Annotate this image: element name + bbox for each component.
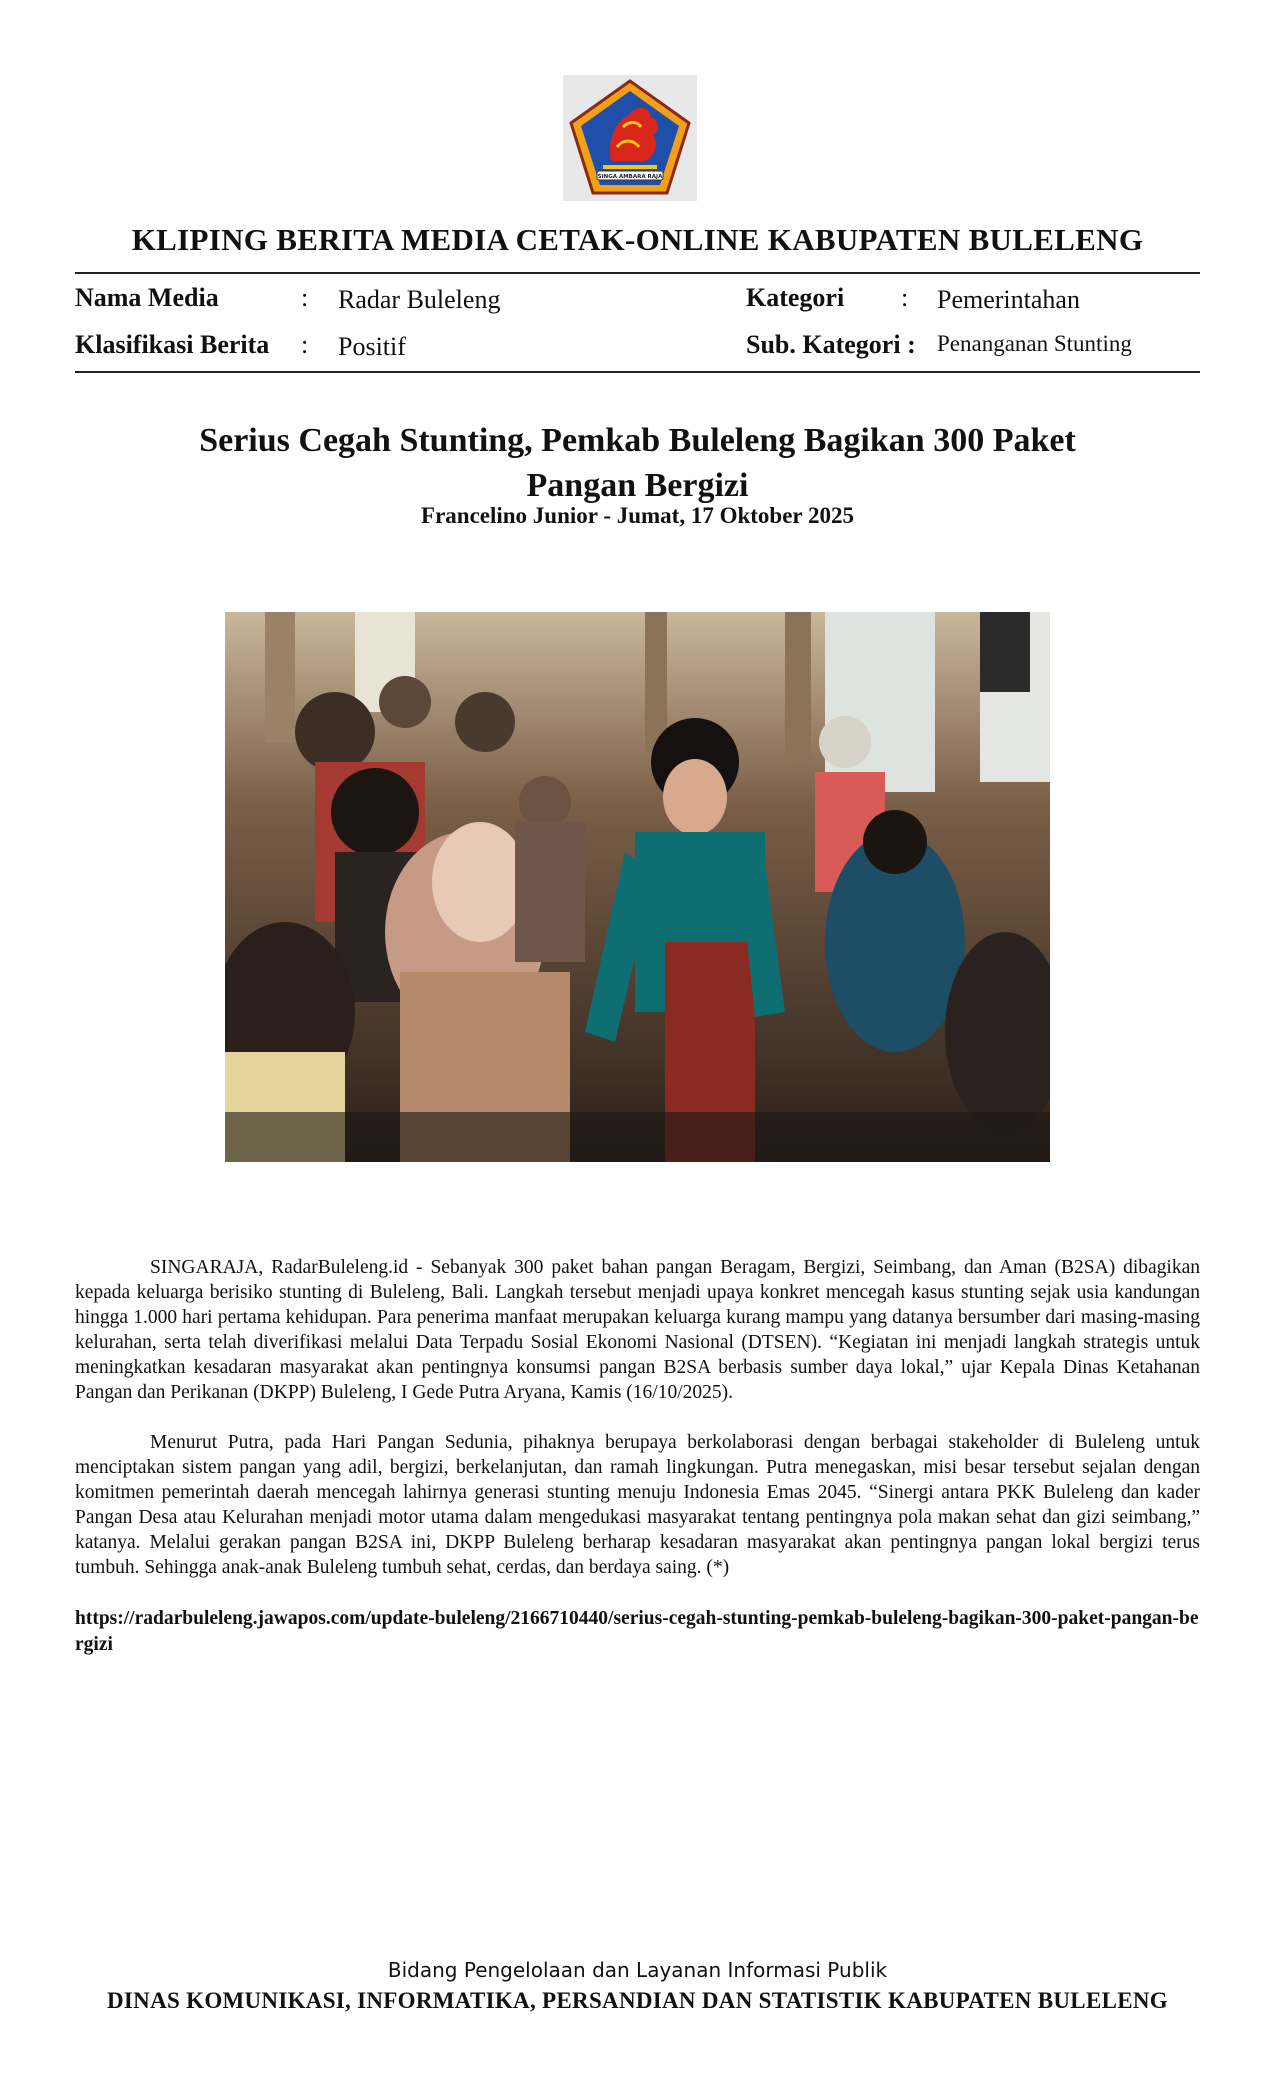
article-paragraph-2 [75, 1430, 1200, 1580]
singa-ambara-raja-emblem-icon [563, 75, 697, 201]
media-separator: : [301, 283, 309, 312]
klasifikasi-value: Positif [338, 332, 406, 361]
subkategori-value: Penanganan Stunting [937, 331, 1132, 356]
article-byline: Francelino Junior - Jumat, 17 Oktober 2025 [421, 503, 854, 528]
kategori-separator: : [901, 283, 909, 312]
media-value: Radar Buleleng [338, 285, 501, 314]
klasifikasi-separator: : [301, 330, 309, 359]
klasifikasi-label: Klasifikasi Berita [75, 330, 270, 359]
kategori-value: Pemerintahan [937, 285, 1080, 314]
article-paragraph-1 [75, 1255, 1200, 1405]
clipping-title: KLIPING BERITA MEDIA CETAK-ONLINE KABUPATEN BULELENG [131, 222, 1144, 257]
emblem-text: SINGA AMBARA RAJA [597, 174, 663, 180]
source-link[interactable]: https://radarbuleleng.jawapos.com/update-buleleng/2166710440/serius-cegah-stunting-pemkab-buleleng-bagikan-300-paket-pangan-bergizi [75, 1608, 1199, 1655]
news-photo-icon [225, 612, 1050, 1162]
headline-line-1: Serius Cegah Stunting, Pemkab Buleleng Bagikan 300 Paket [199, 422, 1076, 459]
paragraph-1-text: SINGARAJA, RadarBuleleng.id - Sebanyak 300 paket bahan pangan Beragam, Bergizi, Seimbang, dan Aman (B2SA) dibagikan kepada keluarga berisiko stunting di Buleleng, Bali. Langkah tersebut menjadi upaya konkret mencegah kasus stunting sejak usia kandungan hingga 1.000 hari pertama kehidupan. Para penerima manfaat merupakan keluarga kurang mampu yang datanya bersumber dari masing-masing kelurahan, serta telah diverifikasi melalui Data Terpadu Sosial Ekonomi Nasional (DTSEN). “Kegiatan ini menjadi langkah strategis untuk meningkatkan kesadaran masyarakat akan pentingnya konsumsi pangan B2SA berbasis sumber daya lokal,” ujar Kepala Dinas Ketahanan Pangan dan Perikanan (DKPP) Buleleng, I Gede Putra Aryana, Kamis (16/10/2025). [75, 1257, 1200, 1403]
media-label: Nama Media [75, 283, 219, 312]
subkategori-label: Sub. Kategori : [746, 330, 916, 359]
footer-department: Bidang Pengelolaan dan Layanan Informasi Publik [387, 1958, 888, 1982]
divider-top [75, 272, 1200, 274]
headline-line-2: Pangan Bergizi [526, 467, 749, 504]
footer-agency: DINAS KOMUNIKASI, INFORMATIKA, PERSANDIAN DAN STATISTIK KABUPATEN BULELENG [107, 1988, 1168, 2013]
paragraph-2-text: Menurut Putra, pada Hari Pangan Sedunia, pihaknya berupaya berkolaborasi dengan berbagai stakeholder di Buleleng untuk menciptakan sistem pangan yang adil, bergizi, berkelanjutan, dan ramah lingkungan. Putra menegaskan, misi besar tersebut sejalan dengan komitmen pemerintah daerah mencegah lahirnya generasi stunting menuju Indonesia Emas 2045. “Sinergi antara PKK Buleleng dan kader Pangan Desa atau Kelurahan menjadi motor utama dalam mengedukasi masyarakat tentang pentingnya pola makan sehat dan gizi seimbang,” katanya. Melalui gerakan pangan B2SA ini, DKPP Buleleng berharap kesadaran masyarakat akan pentingnya pangan lokal bergizi terus tumbuh. Sehingga anak-anak Buleleng tumbuh sehat, cerdas, dan berdaya saing. (*) [75, 1432, 1200, 1578]
divider-bottom [75, 371, 1200, 373]
article-headline [150, 418, 1125, 508]
kategori-label: Kategori [746, 283, 845, 312]
